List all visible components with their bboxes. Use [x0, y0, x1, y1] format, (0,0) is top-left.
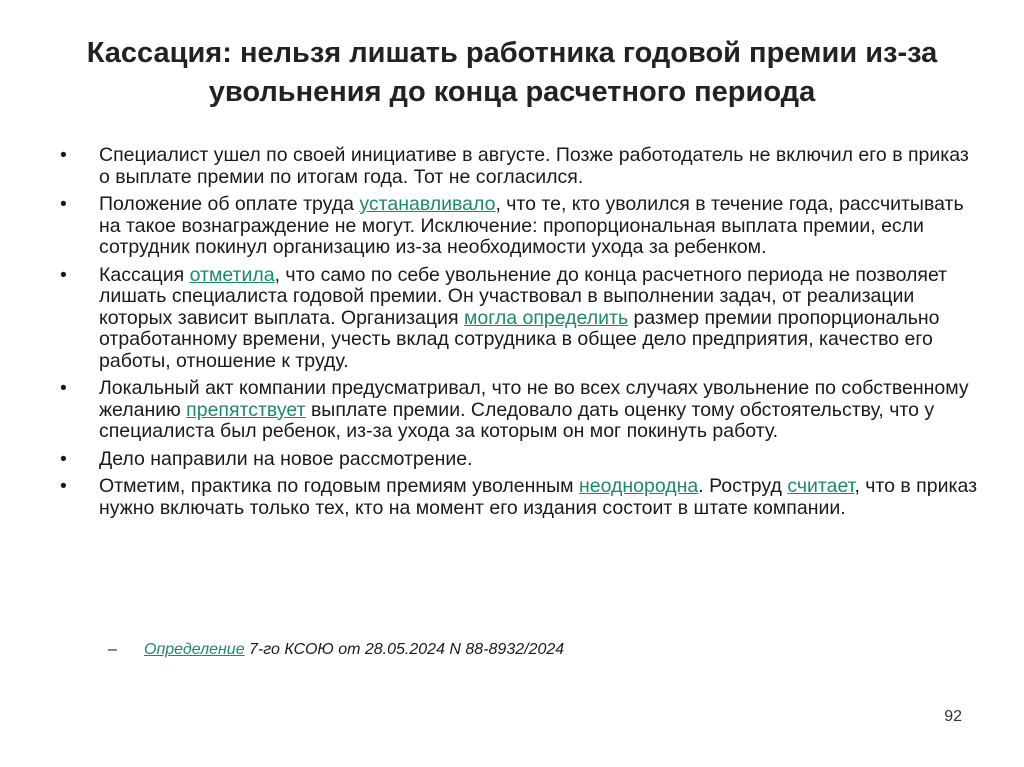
source-reference-text: 7-го КСОЮ от 28.05.2024 N 88-8932/2024 [244, 641, 565, 658]
bullet-marker: • [60, 144, 67, 166]
bullet-text: размер премии пропорционально отработанному времени, учесть вклад сотрудника в общее дело предприятия, качество его работы, отношение к труду. [99, 306, 940, 372]
bullet-text: , что само по себе увольнение до конца расчетного периода не позволяет лишать специалиста годовой премии. Он участвовал в выполнении задач, от реализации которых зависит выплата. Организация [99, 263, 948, 329]
bullet-text: , что те, кто уволился в течение года, рассчитывать на такое вознаграждение не могут. Исключение: пропорциональная выплата премии, если сотрудник покинул организацию из-за необходимости ухода за ребенком. [99, 193, 964, 258]
bullet-text: , что в приказ нужно включать только тех, кто на момент его издания состоит в штате компании. [99, 475, 978, 519]
inline-link[interactable]: считает [787, 475, 855, 497]
bullet-text: . Роструд [698, 475, 788, 497]
inline-link[interactable]: могла определить [463, 306, 629, 329]
inline-link[interactable]: отметила [189, 263, 275, 286]
inline-link[interactable]: устанавливало [359, 193, 496, 215]
bullet-text: Отметим, практика по годовым премиям уволенным [99, 475, 579, 497]
inline-link[interactable]: препятствует [186, 398, 306, 421]
bullet-text: Локальный акт компании предусматривал, что не во всех случаях увольнение по собственному желанию [99, 377, 969, 421]
bullet-text: выплате премии. Следовало дать оценку тому обстоятельству, что у специалиста был ребенок, из-за ухода за которым он мог покинуть работу. [99, 398, 935, 442]
bullet-marker: • [60, 475, 67, 497]
bullet-item [60, 476, 980, 519]
bullet-text: Дело направили на новое рассмотрение. [99, 447, 473, 470]
bullet-item [60, 265, 980, 373]
bullet-text: Кассация [99, 263, 190, 286]
bullet-item [60, 194, 980, 259]
bullet-marker: • [60, 447, 67, 470]
slide-title: Кассация: нельзя лишать работника годовой премии из-за увольнения до конца расчетного периода [86, 37, 938, 108]
dash-marker: – [108, 641, 117, 658]
bullet-marker: • [60, 193, 67, 215]
inline-link[interactable]: неоднородна [579, 475, 699, 497]
bullet-list [60, 145, 980, 525]
source-link[interactable]: Определение [144, 641, 245, 658]
bullet-text: Положение об оплате труда [99, 193, 360, 215]
bullet-text: Специалист ушел по своей инициативе в августе. Позже работодатель не включил его в приказ о выплате премии по итогам года. Тот не согласился. [99, 144, 969, 188]
bullet-item [60, 378, 980, 443]
source-reference [98, 640, 1004, 660]
page-number: 92 [944, 708, 962, 725]
bullet-item [60, 449, 980, 471]
bullet-marker: • [60, 263, 67, 286]
bullet-marker: • [60, 377, 67, 399]
bullet-item [60, 145, 980, 188]
